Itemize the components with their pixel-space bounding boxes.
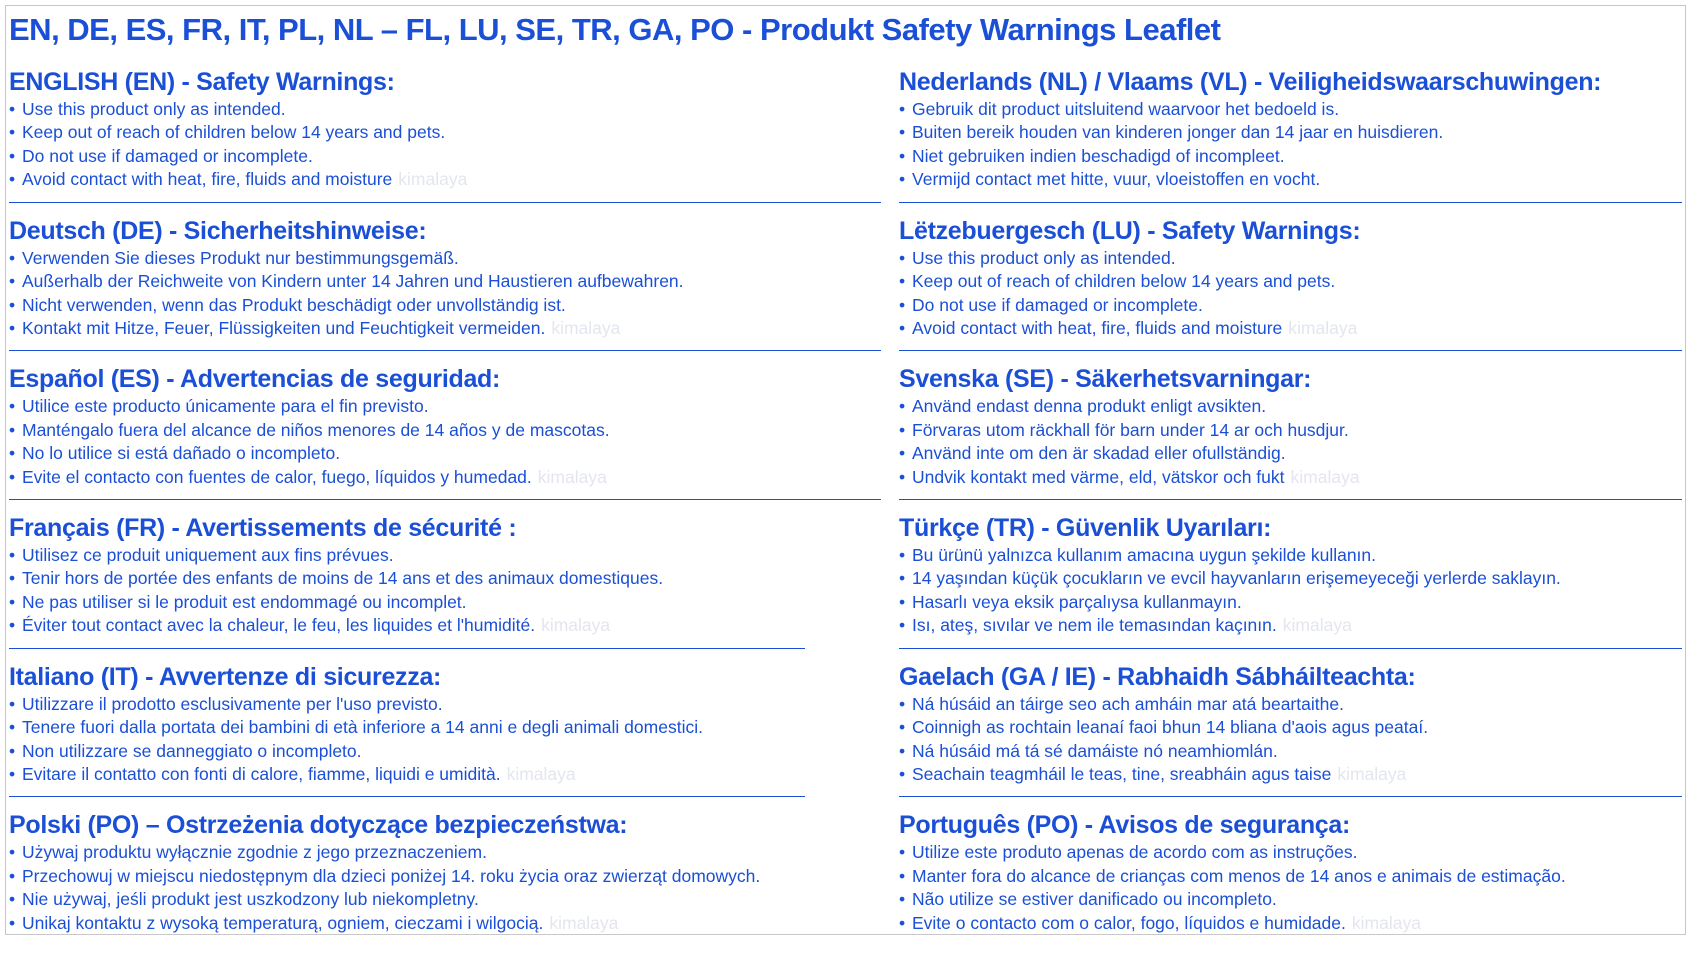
bullet-icon: • [9, 591, 16, 612]
bullet-icon: • [9, 763, 16, 784]
bullet-icon: • [899, 247, 906, 268]
right-column [899, 66, 1682, 958]
warning-item: • Utilisez ce produit uniquement aux fins prévues. [9, 544, 881, 567]
section-pl [9, 809, 881, 958]
warning-item: • Använd inte om den är skadad eller ofullständig. [899, 442, 1682, 465]
bullet-icon: • [9, 842, 16, 863]
warning-item: • Vermijd contact met hitte, vuur, vloeistoffen en vocht. [899, 168, 1682, 191]
warning-item: • Unikaj kontaktu z wysoką temperaturą, ogniem, cieczami i wilgocią. kimalaya [9, 912, 881, 935]
warning-list [9, 395, 881, 489]
watermark: kimalaya [1282, 615, 1352, 636]
section-ga [899, 661, 1682, 810]
section-tr [899, 512, 1682, 661]
warning-item: • Ná húsáid an táirge seo ach amháin mar atá beartaithe. [899, 693, 1682, 716]
bullet-icon: • [9, 912, 16, 933]
watermark: kimalaya [537, 466, 607, 487]
section-de [9, 215, 881, 364]
watermark: kimalaya [398, 169, 468, 190]
warning-list [9, 841, 881, 935]
warning-item: • 14 yaşından küçük çocukların ve evcil hayvanların erişemeyeceği yerlerde saklayın. [899, 567, 1682, 590]
warning-list [9, 544, 881, 638]
bullet-icon: • [899, 99, 906, 119]
bullet-icon: • [899, 145, 906, 166]
section-heading: Gaelach (GA / IE) - Rabhaidh Sábháilteachta: [899, 662, 1416, 691]
bullet-icon: • [9, 99, 16, 119]
leaflet-title: EN, DE, ES, FR, IT, PL, NL – FL, LU, SE, TR, GA, PO - Produkt Safety Warnings Leaflet [9, 12, 1221, 47]
warning-item: • Buiten bereik houden van kinderen jonger dan 14 jaar en huisdieren. [899, 121, 1682, 144]
warning-item: • Ne pas utiliser si le produit est endommagé ou incomplet. [9, 591, 881, 614]
bullet-icon: • [9, 568, 16, 589]
warning-item: • Außerhalb der Reichweite von Kindern unter 14 Jahren und Haustieren aufbewahren. [9, 270, 881, 293]
bullet-icon: • [899, 615, 906, 636]
warning-item: • Éviter tout contact avec la chaleur, le feu, les liquides et l'humidité. kimalaya [9, 614, 881, 637]
bullet-icon: • [899, 889, 906, 910]
bullet-icon: • [9, 740, 16, 761]
warning-item: • Nie używaj, jeśli produkt jest uszkodzony lub niekompletny. [9, 888, 881, 911]
section-heading: Français (FR) - Avertissements de sécurité : [9, 514, 517, 543]
warning-item: • Nicht verwenden, wenn das Produkt beschädigt oder unvollständig ist. [9, 294, 881, 317]
warning-item: • Bu ürünü yalnızca kullanım amacına uygun şekilde kullanın. [899, 544, 1682, 567]
section-heading: ENGLISH (EN) - Safety Warnings: [9, 68, 395, 96]
section-divider [9, 202, 881, 203]
bullet-icon: • [9, 419, 16, 440]
section-lu [899, 215, 1682, 364]
section-es [9, 363, 881, 512]
section-divider [899, 202, 1682, 203]
warning-item: • Niet gebruiken indien beschadigd of incompleet. [899, 145, 1682, 168]
section-heading: Polski (PO) – Ostrzeżenia dotyczące bezpieczeństwa: [9, 811, 628, 840]
bullet-icon: • [899, 763, 906, 784]
warning-item: • Seachain teagmháil le teas, tine, sreabháin agus taise kimalaya [899, 763, 1682, 786]
warning-list [899, 98, 1682, 192]
warning-item: • Evite o contacto com o calor, fogo, líquidos e humidade. kimalaya [899, 912, 1682, 935]
bullet-icon: • [899, 294, 906, 315]
warning-item: • Utilice este producto únicamente para el fin previsto. [9, 395, 881, 418]
warning-list [899, 395, 1682, 489]
warning-item: • Keep out of reach of children below 14 years and pets. [899, 270, 1682, 293]
bullet-icon: • [899, 693, 906, 714]
section-en [9, 66, 881, 215]
bullet-icon: • [899, 717, 906, 738]
warning-item: • Hasarlı veya eksik parçalıysa kullanmayın. [899, 591, 1682, 614]
bullet-icon: • [9, 466, 16, 487]
warning-item: • Do not use if damaged or incomplete. [9, 145, 881, 168]
section-heading: Português (PO) - Avisos de segurança: [899, 811, 1351, 840]
warning-list [9, 247, 881, 341]
section-heading: Español (ES) - Advertencias de seguridad: [9, 365, 501, 394]
warning-item: • Kontakt mit Hitze, Feuer, Flüssigkeiten und Feuchtigkeit vermeiden. kimalaya [9, 317, 881, 340]
warning-item: • Tenir hors de portée des enfants de moins de 14 ans et des animaux domestiques. [9, 567, 881, 590]
watermark: kimalaya [1351, 912, 1421, 933]
bullet-icon: • [9, 693, 16, 714]
section-divider [899, 499, 1682, 500]
warning-item: • Använd endast denna produkt enligt avsikten. [899, 395, 1682, 418]
warning-item: • Do not use if damaged or incomplete. [899, 294, 1682, 317]
bullet-icon: • [9, 615, 16, 636]
bullet-icon: • [9, 271, 16, 292]
bullet-icon: • [899, 545, 906, 566]
warning-item: • Używaj produktu wyłącznie zgodnie z jego przeznaczeniem. [9, 841, 881, 864]
watermark: kimalaya [1290, 466, 1360, 487]
watermark: kimalaya [506, 763, 576, 784]
warning-list [899, 693, 1682, 787]
bullet-icon: • [9, 294, 16, 315]
section-se [899, 363, 1682, 512]
bullet-icon: • [899, 912, 906, 933]
watermark: kimalaya [551, 317, 621, 338]
warning-item: • Förvaras utom räckhall för barn under 14 ar och husdjur. [899, 419, 1682, 442]
section-heading: Türkçe (TR) - Güvenlik Uyarıları: [899, 514, 1272, 543]
warning-list [899, 247, 1682, 341]
section-fr [9, 512, 881, 661]
section-divider [899, 648, 1682, 649]
warning-list [9, 98, 881, 192]
bullet-icon: • [9, 169, 16, 190]
warning-item: • Przechowuj w miejscu niedostępnym dla dzieci poniżej 14. roku życia oraz zwierząt domowych. [9, 865, 881, 888]
warning-item: • Non utilizzare se danneggiato o incompleto. [9, 740, 881, 763]
watermark: kimalaya [549, 912, 619, 933]
bullet-icon: • [9, 717, 16, 738]
bullet-icon: • [899, 568, 906, 589]
bullet-icon: • [899, 169, 906, 190]
section-heading: Nederlands (NL) / Vlaams (VL) - Veiligheidswaarschuwingen: [899, 68, 1602, 96]
section-it [9, 661, 881, 810]
watermark: kimalaya [1288, 317, 1358, 338]
warning-item: • Evitare il contatto con fonti di calore, fiamme, liquidi e umidità. kimalaya [9, 763, 881, 786]
warning-item: • Utilize este produto apenas de acordo com as instruções. [899, 841, 1682, 864]
bullet-icon: • [9, 889, 16, 910]
warning-item: • Isı, ateş, sıvılar ve nem ile temasından kaçının. kimalaya [899, 614, 1682, 637]
section-heading: Lëtzebuergesch (LU) - Safety Warnings: [899, 216, 1361, 245]
section-divider [9, 796, 805, 797]
warning-item: • Use this product only as intended. [9, 98, 881, 121]
bullet-icon: • [9, 396, 16, 417]
section-pt [899, 809, 1682, 958]
bullet-icon: • [899, 396, 906, 417]
section-divider [9, 350, 881, 351]
bullet-icon: • [899, 317, 906, 338]
warning-item: • Gebruik dit product uitsluitend waarvoor het bedoeld is. [899, 98, 1682, 121]
section-heading: Italiano (IT) - Avvertenze di sicurezza: [9, 662, 442, 691]
bullet-icon: • [9, 145, 16, 166]
warning-item: • Coinnigh as rochtain leanaí faoi bhun 14 bliana d'aois agus peataí. [899, 716, 1682, 739]
section-divider [899, 350, 1682, 351]
bullet-icon: • [9, 443, 16, 464]
bullet-icon: • [899, 466, 906, 487]
warning-item: • Ná húsáid má tá sé damáiste nó neamhiomlán. [899, 740, 1682, 763]
warning-item: • Avoid contact with heat, fire, fluids and moisture kimalaya [899, 317, 1682, 340]
watermark: kimalaya [541, 615, 611, 636]
bullet-icon: • [899, 443, 906, 464]
left-column [9, 66, 881, 958]
warning-item: • Use this product only as intended. [899, 247, 1682, 270]
bullet-icon: • [899, 419, 906, 440]
warning-item: • Manténgalo fuera del alcance de niños menores de 14 años y de mascotas. [9, 419, 881, 442]
bullet-icon: • [899, 865, 906, 886]
warning-item: • Evite el contacto con fuentes de calor, fuego, líquidos y humedad. kimalaya [9, 466, 881, 489]
section-divider [9, 648, 805, 649]
warning-list [9, 693, 881, 787]
bullet-icon: • [9, 122, 16, 143]
section-divider [9, 499, 881, 500]
bullet-icon: • [9, 247, 16, 268]
bullet-icon: • [9, 545, 16, 566]
warning-item: • Não utilize se estiver danificado ou incompleto. [899, 888, 1682, 911]
bullet-icon: • [899, 740, 906, 761]
warning-item: • Verwenden Sie dieses Produkt nur bestimmungsgemäß. [9, 247, 881, 270]
warning-item: • Undvik kontakt med värme, eld, vätskor och fukt kimalaya [899, 466, 1682, 489]
warning-item: • Tenere fuori dalla portata dei bambini di età inferiore a 14 anni e degli animali domestici. [9, 716, 881, 739]
warning-list [899, 841, 1682, 935]
watermark: kimalaya [1337, 763, 1407, 784]
bullet-icon: • [899, 842, 906, 863]
warning-list [899, 544, 1682, 638]
section-divider [899, 796, 1682, 797]
warning-item: • Manter fora do alcance de crianças com menos de 14 anos e animais de estimação. [899, 865, 1682, 888]
bullet-icon: • [899, 591, 906, 612]
section-nl [899, 66, 1682, 215]
warning-item: • Avoid contact with heat, fire, fluids and moisture kimalaya [9, 168, 881, 191]
bullet-icon: • [9, 317, 16, 338]
warning-item: • Keep out of reach of children below 14 years and pets. [9, 121, 881, 144]
bullet-icon: • [899, 122, 906, 143]
bullet-icon: • [899, 271, 906, 292]
section-heading: Deutsch (DE) - Sicherheitshinweise: [9, 216, 427, 245]
section-heading: Svenska (SE) - Säkerhetsvarningar: [899, 365, 1312, 394]
bullet-icon: • [9, 865, 16, 886]
warning-item: • No lo utilice si está dañado o incompleto. [9, 442, 881, 465]
warning-item: • Utilizzare il prodotto esclusivamente per l'uso previsto. [9, 693, 881, 716]
